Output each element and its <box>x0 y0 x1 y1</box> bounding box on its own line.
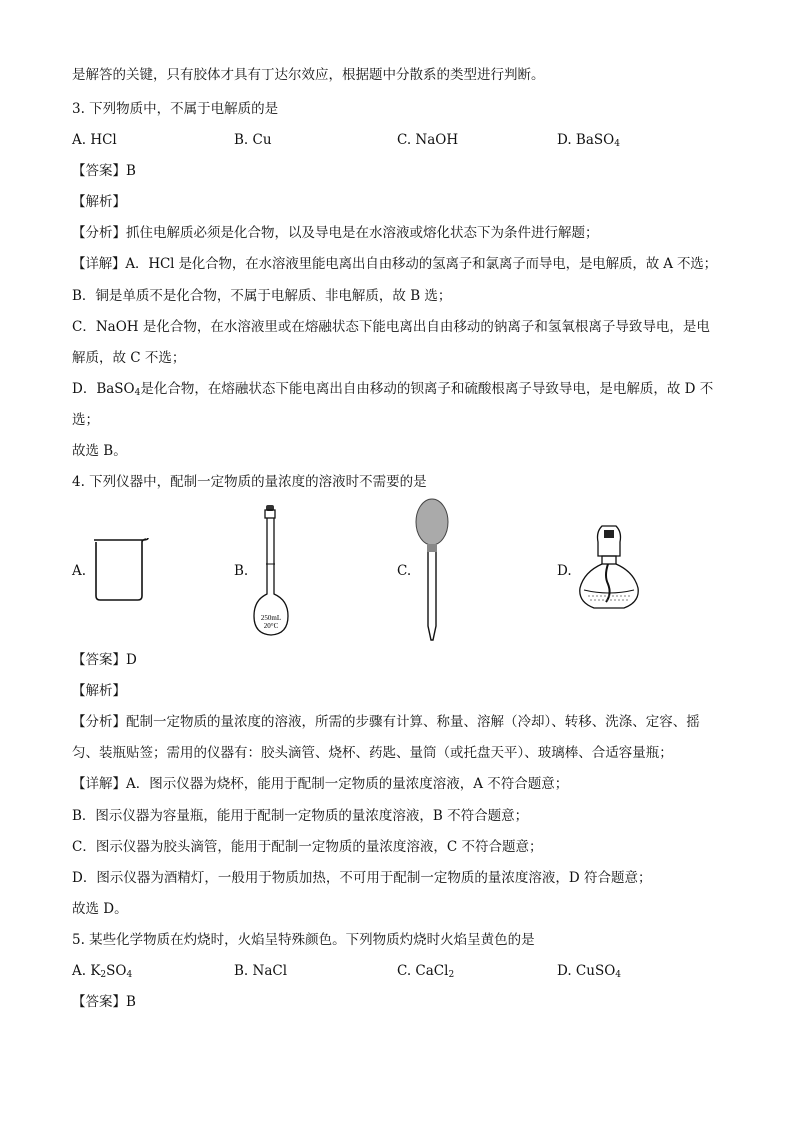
answer-value: B <box>126 994 136 1010</box>
q3-option-a: A. HCl <box>72 132 117 148</box>
flask-volume-label: 250mL <box>260 614 282 622</box>
q3-detail-c-1: C．NaOH 是化合物，在水溶液里或在熔融状态下能电离出自由移动的钠离子和氢氧根离子导致导电，是电 <box>72 319 710 335</box>
q4-detail-d: D．图示仪器为酒精灯，一般用于物质加热，不可用于配制一定物质的量浓度溶液，D 符合题意； <box>72 870 652 886</box>
q5-option-b: B. NaCl <box>234 963 288 979</box>
q3-option-b: B. Cu <box>234 132 272 148</box>
q4-option-b-label: B. <box>234 563 249 579</box>
answer-tag: 【答案】 <box>72 994 126 1010</box>
q4-detail-a: 【详解】A．图示仪器为烧杯，能用于配制一定物质的量浓度溶液，A 不符合题意； <box>72 776 569 792</box>
volumetric-flask-icon <box>250 504 294 638</box>
text: 是化合物，在熔融状态下能电离出自由移动的钡离子和硫酸根离子导致导电，是电解质，故 D 不 <box>140 381 714 397</box>
q4-answer <box>72 651 137 669</box>
q3-option-d-text: D. BaSO <box>557 132 615 148</box>
flask-temperature-label: 20°C <box>263 622 279 630</box>
text: D. CuSO <box>557 963 616 979</box>
answer-tag: 【答案】 <box>72 163 126 179</box>
answer-value: D <box>126 652 137 668</box>
q4-analysis-1: 【分析】配制一定物质的量浓度的溶液，所需的步骤有计算、称量、溶解（冷却）、转移、洗涤、定容、摇 <box>72 714 700 730</box>
paragraph-line: 是解答的关键，只有胶体才具有丁达尔效应，根据题中分散系的类型进行判断。 <box>72 67 545 83</box>
answer-tag: 【答案】 <box>72 652 126 668</box>
question-5-stem: 5. 某些化学物质在灼烧时，火焰呈特殊颜色。下列物质灼烧时火焰呈黄色的是 <box>72 932 535 948</box>
q4-option-d-label: D. <box>557 563 572 579</box>
subscript: 4 <box>126 970 133 980</box>
q5-answer <box>72 993 136 1011</box>
q4-option-a-label: A. <box>72 563 87 579</box>
q3-answer <box>72 162 136 180</box>
q3-detail-b: B．铜是单质不是化合物，不属于电解质、非电解质，故 B 选； <box>72 288 452 304</box>
q4-detail-c: C．图示仪器为胶头滴管，能用于配制一定物质的量浓度溶液，C 不符合题意； <box>72 839 543 855</box>
text: C. CaCl <box>397 963 449 979</box>
q3-conclusion: 故选 B。 <box>72 443 127 459</box>
dropper-icon <box>412 498 452 644</box>
subscript: 2 <box>100 970 107 980</box>
text: A. K <box>72 963 101 979</box>
q4-detail-b: B．图示仪器为容量瓶，能用于配制一定物质的量浓度溶液，B 不符合题意； <box>72 808 529 824</box>
q3-detail-d-1 <box>72 380 713 398</box>
q3-option-d <box>557 131 620 149</box>
q5-option-d <box>557 962 621 980</box>
text: SO <box>106 963 127 979</box>
subscript: 4 <box>615 970 621 980</box>
q3-detail-c-2: 解质，故 C 不选； <box>72 350 186 366</box>
subscript: 4 <box>134 388 141 398</box>
q3-detail-d-2: 选； <box>72 412 99 428</box>
q3-analysis-heading: 【解析】 <box>72 194 126 210</box>
q3-option-c: C. NaOH <box>397 132 459 148</box>
text: D．BaSO <box>72 381 135 397</box>
alcohol-lamp-icon <box>574 522 644 614</box>
beaker-icon <box>90 536 152 604</box>
q4-conclusion: 故选 D。 <box>72 901 128 917</box>
question-4-stem: 4. 下列仪器中，配制一定物质的量浓度的溶液时不需要的是 <box>72 474 427 490</box>
q5-option-a <box>72 962 132 980</box>
question-3-stem: 3. 下列物质中，不属于电解质的是 <box>72 101 279 117</box>
q4-option-c-label: C. <box>397 563 412 579</box>
q3-analysis: 【分析】抓住电解质必须是化合物，以及导电是在水溶液或熔化状态下为条件进行解题； <box>72 225 599 241</box>
q5-option-c <box>397 962 454 980</box>
q4-analysis-heading: 【解析】 <box>72 683 126 699</box>
answer-value: B <box>126 163 136 179</box>
subscript: 4 <box>614 139 620 149</box>
q3-detail-a: 【详解】A．HCl 是化合物，在水溶液里能电离出自由移动的氢离子和氯离子而导电，是电解质，故 A 不选； <box>72 256 717 272</box>
q4-analysis-2: 匀、装瓶贴签；需用的仪器有：胶头滴管、烧杯、药匙、量筒（或托盘天平）、玻璃棒、合适容量瓶； <box>72 745 673 761</box>
subscript: 2 <box>448 970 455 980</box>
